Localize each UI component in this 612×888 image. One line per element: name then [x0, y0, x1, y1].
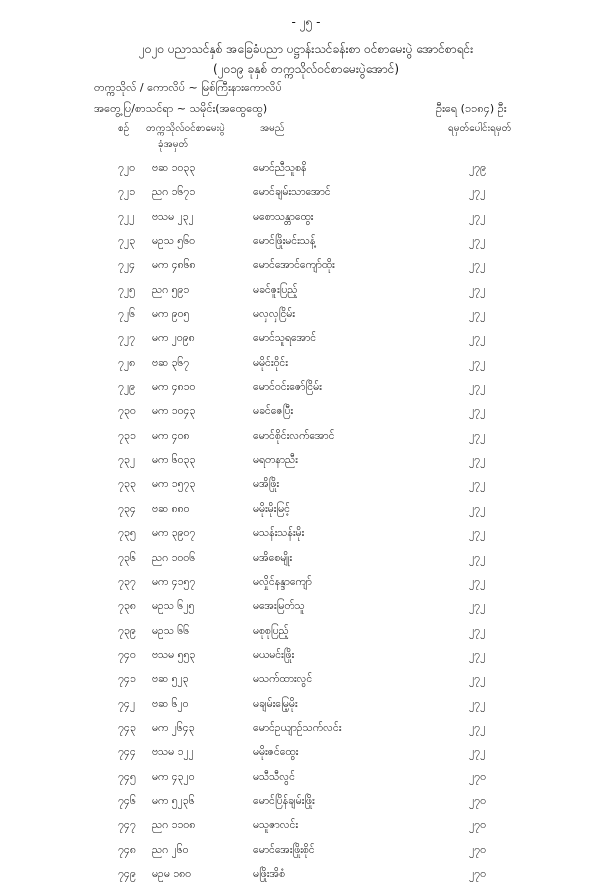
row-number: ၇၃၇ [118, 575, 136, 588]
total-marks: ၂၇၂ [469, 235, 486, 248]
candidate-name: မောင်ပြိန်ချမ်းဖြိုး [253, 794, 315, 807]
table-row [0, 523, 612, 547]
table-row [0, 304, 612, 328]
candidate-name: မယမင်းဖြိုး [253, 648, 295, 661]
table-row [0, 596, 612, 620]
total-marks: ၂၇၂ [469, 332, 486, 345]
row-number: ၇၂၃ [118, 235, 135, 248]
candidate-name: မမိုင်းဝိုင်း [253, 356, 288, 369]
total-marks: ၂၇၀ [469, 794, 486, 807]
registration-number: မက ၄၈၁၀ [152, 381, 196, 394]
registration-number: မက ၄၀၈ [152, 429, 190, 442]
registration-number: ညဂ ၁၁၀၈ [152, 819, 196, 832]
registration-number: ဗဆ ၃၆၇ [152, 356, 190, 369]
registration-number: ညဂ ၁၀၀၆ [152, 551, 196, 564]
table-row [0, 864, 612, 888]
total-marks: ၂၇၂ [469, 429, 486, 442]
registration-number: ဗဆ ၅၂၃ [152, 673, 189, 686]
table-row [0, 255, 612, 279]
registration-number: ဗသမ ၂၃၂ [152, 210, 194, 223]
registration-number: ဗဆ ၁၀၃၃ [152, 162, 196, 174]
registration-number: မက ၂၆၄၃ [152, 721, 195, 734]
registration-number: မက ၅၂၃၆ [152, 794, 195, 807]
registration-number: ညဂ ၂၆၀ [152, 843, 189, 856]
table-row [0, 377, 612, 401]
total-marks: ၂၇၂ [469, 308, 486, 321]
registration-number: မက ၂၀၉၈ [152, 332, 195, 345]
total-marks: ၂၇၀ [469, 843, 486, 856]
registration-number: ညဂ ၁၆၇၁ [152, 186, 196, 199]
column-header-marks: ရမှတ်ပေါင်းရမှတ် [448, 123, 512, 134]
table-row [0, 353, 612, 377]
registration-number: ဗသမ ၅၅၃ [152, 648, 196, 661]
candidate-name: မသူဇာလင်း [253, 819, 299, 832]
row-number: ၇၄၉ [118, 867, 136, 880]
row-number: ၇၃၃ [118, 478, 136, 491]
candidate-name: မောင်သူရအောင် [253, 332, 317, 345]
total-marks: ၂၇၂ [469, 673, 486, 686]
table-row [0, 158, 612, 182]
column-header-reg-sub: ခုံအမှတ် [158, 139, 189, 150]
total-marks: ၂၇၀ [469, 867, 486, 880]
row-number: ၇၃၁ [118, 429, 136, 442]
candidate-name: မောင်ညီသူစနိ [253, 162, 307, 174]
total-marks: ၂၇၂ [469, 381, 486, 394]
row-number: ၇၄၆ [118, 794, 136, 807]
total-marks: ၂၇၂ [469, 478, 486, 491]
total-marks: ၂၇၂ [469, 527, 486, 540]
table-row [0, 450, 612, 474]
results-table [0, 158, 612, 888]
table-row [0, 645, 612, 669]
row-number: ၇၂၄ [118, 259, 135, 272]
total-marks: ၂၇၂ [469, 502, 486, 515]
total-marks: ၂၇၀ [469, 819, 486, 832]
candidate-name: မလှလှငြိမ်း [253, 308, 295, 321]
row-number: ၇၃၄ [118, 502, 136, 515]
registration-number: ဗဆ ၈၈၀ [152, 502, 190, 515]
row-number: ၇၄၅ [118, 770, 136, 783]
row-number: ၇၄၈ [118, 843, 136, 856]
candidate-name: မရတနာညီး [253, 454, 298, 467]
registration-number: မက ၃၉၀၇ [152, 527, 196, 540]
row-number: ၇၃၉ [118, 624, 136, 637]
table-row [0, 840, 612, 864]
total-marks: ၂၇၂ [469, 648, 486, 661]
registration-number: မက ၁၅၇၃ [152, 478, 196, 491]
table-row [0, 815, 612, 839]
row-number: ၇၂၂ [118, 210, 135, 223]
registration-number: ဗဆ ၆၂၀ [152, 697, 189, 710]
registration-number: မဥသ ၆၂၅ [152, 600, 195, 613]
row-number: ၇၃၈ [118, 600, 136, 613]
total-marks: ၂၇၂ [469, 697, 486, 710]
registration-number: မက ၉၀၅ [152, 308, 190, 321]
candidate-count: ဦးရေ (၁၁၈၄) ဦး [436, 102, 507, 115]
table-row [0, 548, 612, 572]
table-row [0, 231, 612, 255]
table-row [0, 694, 612, 718]
candidate-name: မအေးမြတ်သူ [253, 600, 305, 613]
row-number: ၇၄၁ [118, 673, 136, 686]
row-number: ၇၂၉ [118, 381, 135, 394]
total-marks: ၂၇၂ [469, 210, 486, 223]
row-number: ၇၂၈ [118, 356, 136, 369]
total-marks: ၂၇၂ [469, 624, 486, 637]
total-marks: ၂၇၂ [469, 283, 486, 296]
table-row [0, 621, 612, 645]
candidate-name: မောင်ချမ်းသာအောင် [253, 186, 331, 199]
row-number: ၇၂၅ [118, 283, 135, 296]
registration-number: မက ၄၈၆၈ [152, 259, 196, 272]
table-row [0, 791, 612, 815]
total-marks: ၂၇၂ [469, 356, 486, 369]
candidate-name: မောင်စိုင်းလက်အောင် [253, 429, 335, 442]
candidate-name: မသီသီလွင် [253, 770, 295, 783]
total-marks: ၂၇၂ [469, 551, 486, 564]
row-number: ၇၄၂ [118, 697, 135, 710]
table-row [0, 328, 612, 352]
registration-number: ဗသမ ၁၂၂ [152, 746, 194, 759]
candidate-name: မအိဖြိုး [253, 478, 280, 491]
candidate-name: မသက်ထားလွင် [253, 673, 313, 686]
candidate-name: မဖြိုးအိစံ [253, 867, 285, 880]
candidate-name: မောင်ဥယျာဉ်သက်လင်း [253, 721, 342, 734]
table-row [0, 742, 612, 766]
candidate-name: မချမ်းမြေ့မိုး [253, 697, 298, 710]
column-header-reg: တက္ကသိုလ်ဝင်စာမေးပွဲ [146, 123, 225, 134]
page-number: - ၂၅ - [291, 15, 321, 29]
document-subtitle: (၂၀၁၉ ခုနှစ် တက္ကသိုလ်ဝင်စာမေးပွဲအောင်) [212, 62, 400, 76]
total-marks: ၂၇၂ [469, 575, 486, 588]
column-header-no: စဉ် [118, 123, 130, 134]
candidate-name: မောင်ဖြိုးမင်းသန့် [253, 235, 316, 248]
row-number: ၇၄၄ [118, 746, 136, 759]
row-number: ၇၂၆ [118, 308, 135, 321]
candidate-name: မမိုးမိုးမြင့် [253, 502, 290, 515]
column-header-name: အမည် [260, 123, 285, 134]
row-number: ၇၃၂ [118, 454, 135, 467]
table-row [0, 280, 612, 304]
total-marks: ၂၇၉ [469, 162, 486, 174]
table-row [0, 669, 612, 693]
registration-number: မဥသ ၆၆ [152, 624, 190, 637]
row-number: ၇၄၃ [118, 721, 136, 734]
candidate-name: မလှိုင်နန္ဒာကျော် [253, 575, 312, 588]
table-row [0, 207, 612, 231]
candidate-name: မောင်အေးဖြိုးစိုင် [253, 843, 315, 856]
subject-line: အတွေ့ပြ/စာသင်ရာ ~ သမိုင်း(အထွေထွေ) [94, 102, 268, 115]
table-row [0, 572, 612, 596]
candidate-name: မမိုးဇင်ထွေး [253, 746, 299, 759]
row-number: ၇၃၅ [118, 527, 136, 540]
candidate-name: မသန်းသန်းမိုး [253, 527, 305, 540]
total-marks: ၂၇၂ [469, 721, 486, 734]
total-marks: ၂၇၂ [469, 600, 486, 613]
table-row [0, 499, 612, 523]
candidate-name: မအိစေမျိုး [253, 551, 293, 564]
candidate-name: မခင်ဇေပြီး [253, 405, 294, 418]
total-marks: ၂၇၂ [469, 259, 486, 272]
college-line: တက္ကသိုလ် / ကောလိပ် ~ မြစ်ကြီးနားကောလိပ် [94, 81, 282, 94]
candidate-name: မောင်အောင်ကျော်ထိုး [253, 259, 335, 272]
total-marks: ၂၇၂ [469, 746, 486, 759]
row-number: ၇၄၀ [118, 648, 136, 661]
table-row [0, 474, 612, 498]
row-number: ၇၂၀ [118, 162, 135, 174]
table-row [0, 767, 612, 791]
table-row [0, 182, 612, 206]
table-row [0, 426, 612, 450]
candidate-name: မစုစုပြည့် [253, 624, 289, 637]
total-marks: ၂၇၂ [469, 186, 486, 199]
registration-number: မက ၁၀၄၃ [152, 405, 196, 418]
table-row [0, 401, 612, 425]
registration-number: မဥမ ၁၈၀ [152, 867, 191, 880]
total-marks: ၂၇၂ [469, 454, 486, 467]
registration-number: မက ၄၃၂၀ [152, 770, 195, 783]
row-number: ၇၃၆ [118, 551, 136, 564]
row-number: ၇၂၁ [118, 186, 135, 199]
table-row [0, 718, 612, 742]
registration-number: မဥသ ၅၆၀ [152, 235, 196, 248]
total-marks: ၂၇၀ [469, 770, 486, 783]
row-number: ၇၄၇ [118, 819, 136, 832]
registration-number: ညဂ ၅၉၁ [152, 283, 190, 296]
registration-number: မက ၆၀၃၃ [152, 454, 196, 467]
candidate-name: မစောသန္တာထွေး [253, 210, 314, 223]
row-number: ၇၃၀ [118, 405, 136, 418]
registration-number: မက ၄၁၅၇ [152, 575, 196, 588]
candidate-name: မခင်ဇူးပြည့် [253, 283, 298, 296]
row-number: ၇၂၇ [118, 332, 135, 345]
candidate-name: မောင်ဝင်းဇော်ငြိမ်း [253, 381, 322, 394]
total-marks: ၂၇၂ [469, 405, 486, 418]
document-title: ၂၀၂၀ ပညာသင်နှစ် အခြေခံပညာ ပဋ္ဌာန်းသင်ခန်းစာ ဝင်စာမေးပွဲ အောင်စာရင်း [138, 42, 474, 56]
